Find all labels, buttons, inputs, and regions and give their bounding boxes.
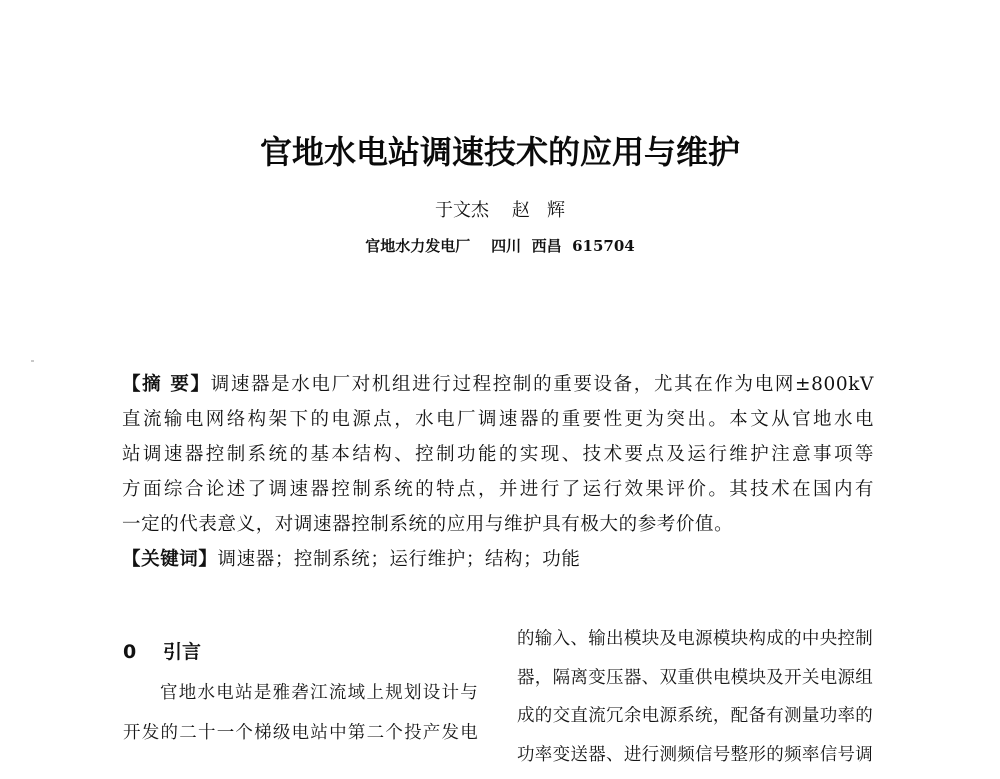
abstract-label: 【摘 要】 [122,374,211,395]
keywords-label: 【关键词】 [122,549,218,570]
section-number: 0 [123,635,163,669]
section-title: 引言 [163,641,201,663]
paper-title: 官地水电站调速技术的应用与维护 [0,130,1000,174]
abstract-line: 站调速器控制系统的基本结构、控制功能的实现、技术要点及运行维护注意事项等 [122,440,874,475]
abstract-line [122,370,874,405]
body-line: 官地水电站是雅砻江流域上规划设计与 [123,679,478,719]
body-line: 开发的二十一个梯级电站中第二个投产发电 [123,719,478,759]
keywords-text: 调速器；控制系统；运行维护；结构；功能 [218,549,581,570]
left-column [123,635,478,759]
abstract-line: 一定的代表意义，对调速器控制系统的应用与维护具有极大的参考价值。 [122,510,874,545]
abstract-block [122,370,874,580]
body-line: 功率变送器、进行测频信号整形的频率信号调 [517,741,873,779]
keywords-line [122,545,874,580]
right-column [517,625,873,779]
body-line: 的输入、输出模块及电源模块构成的中央控制 [517,625,873,664]
abstract-line: 方面综合论述了调速器控制系统的特点，并进行了运行效果评价。其技术在国内有 [122,475,874,510]
scan-speck [31,360,34,362]
paper-authors: 于文杰 赵 辉 [0,198,1000,224]
abstract-line: 直流输电网络构架下的电源点，水电厂调速器的重要性更为突出。本文从官地水电 [122,405,874,440]
body-line: 成的交直流冗余电源系统，配备有测量功率的 [517,702,873,741]
abstract-text: 调速器是水电厂对机组进行过程控制的重要设备，尤其在作为电网±800kV [211,374,874,395]
body-line: 器，隔离变压器、双重供电模块及开关电源组 [517,664,873,703]
section-heading [123,635,478,679]
paper-affiliation: 官地水力发电厂 四川 西昌 615704 [0,235,1000,257]
